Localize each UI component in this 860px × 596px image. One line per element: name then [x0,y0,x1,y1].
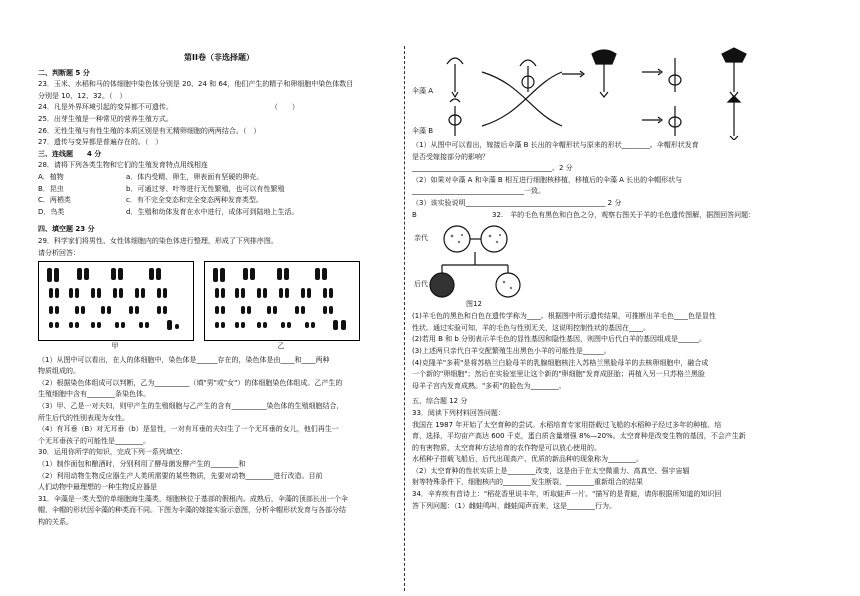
q33-2-line2: 射等特殊条件下，细胞核内的________发生断裂，________重新组合的结果 [412,478,643,487]
q32-4-line2: 一个新的"卵细胞"；然后在实验室里让这个新的"卵细胞"发育成胚胎；再植入另一只苏格兰黑脸 [412,370,705,379]
match-right-b: b．可通过芽、叶等进行无性繁殖，也可以有性繁殖 [126,184,285,193]
q29-3-line1: （3）甲、乙是一对夫妇，则甲产生的生殖细胞与乙产生的含有__________染色体的生殖细胞结合， [38,402,344,411]
q30-3: 人们动物中最理想的一种生物反应器是 [38,483,157,492]
q33: 33．阅读下列材料回答问题： [412,408,505,417]
q32-4-line3: 母羊子宫内发育成熟。"多莉"的脸色为________。 [412,381,566,390]
karyotype-label-jia: 甲 [111,342,119,351]
q30: 30．运用你所学的知识，完成下列一系列填空： [38,448,187,457]
offspring-generation-label: 后代 [414,280,428,289]
q32-3: (3)上述两只亲代白羊交配繁殖生出黑色小羊的可能性是______。 [412,346,611,355]
parent-generation-label: 亲代 [414,234,428,243]
q34-line1: 34．辛弃疾有首诗上："稻花香里说丰年，听取蛙声一片。"描写的是青蛙，请你根据所知道的知识回 [412,490,722,499]
q31-line2: 帽，伞帽的形状因伞藻的种类而不同。下图为伞藻的嫁接实验示意图，分析伞帽形状发育与各部分结 [38,506,346,515]
q29-4-line1: （4）有耳垂（B）对无耳垂（b）是显性，一对有耳垂的夫妇生了一个无耳垂的女儿，他们再生一 [38,425,339,434]
match-row [38,184,400,196]
match-row [38,195,400,207]
q32-4-line1: (4)克隆羊"多莉"是将苏格兰白脸母羊的乳腺细胞核注入苏格兰黑脸母羊的去核卵细胞中，融合成 [412,358,709,367]
q33-material-line1: 我国在 1987 年开始了太空育种的尝试。水稻培育专家用搭载过飞船的水稻种子经过多年的种植、培 [412,420,722,429]
q31-2-line1: （2）如果对伞藻 A 和伞藻 B 相互进行细胞核移植，移植后的伞藻 A 长出的伞帽形状与 [412,175,683,184]
match-right-c: c．有不完全变态和完全变态两种发育类型。 [126,196,263,205]
q31-2-line2: ________________________________一致。 [412,187,545,196]
q31-3: （3）该实验说明________________________________________ 2 分 [412,198,622,207]
q28: 28．请将下列各类生物和它们的生殖发育特点用线相连 [38,161,208,170]
q30-2: （2）利用动物生物反应器生产人类所需要的某些物质，先要对动物________进行改造。目前 [38,471,323,480]
q32-row [412,210,812,222]
q29-2-line1: （2）根据染色体组成可以判断，乙为__________（填"男"或"女"）的体细胞染色体组成。乙产生的 [38,378,343,387]
left-column [38,50,400,529]
q33-2-line1: （2）太空育种的性状实质上是________改变，这是由于在太空微重力、高真空、强宇宙辐 [412,466,690,475]
match-left-b: B．昆虫 [38,184,64,193]
q29-line1: 29．科学家们将男性、女性体细胞内的染色体进行整理，形成了下列排序图。 [38,236,278,245]
q34-line2: 答下列问题：（1）雌蛙鸣叫，雌蛙闻声而来，这是________行为。 [412,501,616,510]
section-5-heading: 五、综合题 12 分 [412,397,468,406]
section-2-heading: 二、判断题 5 分 [38,68,90,77]
q32-1-line2: 性状。通过实验可知，羊的毛色与性别无关，这说明控制性状的基因在____。 [412,323,650,332]
karyotype-box-jia [38,261,194,341]
right-column [412,44,812,512]
q32-b-label: B [412,210,417,219]
q29-1-line2: 物质组成的。 [38,367,80,376]
q29-3-line2: 所生后代的性别表现为女性。 [38,413,129,422]
page-title: 第II卷（非选择题） [184,53,254,62]
karyotype-jia [38,261,194,353]
q33-material-line3: 的有害物质，太空育种方法培育的农作物是可以放心使用的。 [412,443,601,452]
label-acetabularia-b: 伞藻 B [412,127,434,135]
q30-1: （1）制作面包和酿酒时，分别利用了酵母菌发酵产生的________和 [38,460,246,469]
match-right-d: d．生殖和幼体发育在水中进行，成体可到陆地上生活。 [126,207,299,216]
q29-2-line2: 生殖细胞中含有________条染色体。 [38,390,150,399]
grafting-diagram [412,44,812,140]
match-row [38,172,400,184]
q26: 26．无性生殖与有性生殖的本质区别是有无精卵细胞的两两结合。（ ） [38,126,261,135]
column-divider [404,46,405,591]
q31-line3: 构的关系。 [38,518,73,526]
q31-line1: 31．伞藻是一类大型的单细胞海生藻类，细胞核位于基部的假根内。成熟后，伞藻的顶部长出一个伞 [38,494,348,503]
chromosome-diagram-yi [205,262,359,340]
q23-line1: 23．玉米、水稻和马的体细胞中染色体分别是 20、24 和 64，他们产生的精子和卵细胞中染色体数目 [38,80,354,89]
label-acetabularia-a: 伞藻 A [412,87,434,95]
sheep-genetics-diagram [412,221,812,311]
q29-1-line1: （1）从图中可以看出，在人的体细胞中，染色体是______存在的，染色体是由____和____两种 [38,355,330,364]
q31-1-line2: 是否受嫁接部分的影响？ [412,152,489,161]
acetabularia-grafting-figure [412,44,812,140]
match-left-a: A．植物 [38,172,64,181]
match-left-d: D．鸟类 [38,207,65,216]
q32-stem: 32. 羊的毛色有黑色和白色之分，观察右图关于羊的毛色遗传图解，据图回答问题： [492,210,756,219]
karyotype-yi [204,261,360,353]
q33-material-line2: 育，选择，平均亩产高达 600 千克，蛋白质含量增强 8%—20%。太空育种是改变生物的基因，不会产生新 [412,432,746,441]
match-left-c: C．两栖类 [38,196,71,205]
section-4-heading: 四、填空题 23 分 [38,225,95,234]
match-right-a: a．体内受精、卵生，卵表面有坚硬的卵壳。 [126,172,264,181]
q23-line2: 分别是 10、12、32。（ ） [38,91,127,100]
chromosome-diagram-jia [39,262,193,340]
q32-2: (2)若用 B 和 b 分别表示羊毛色的显性基因和隐性基因，则图中后代白羊的基因组成是______。 [412,335,707,344]
q24: 24．凡是外界环境引起的变异都不可遗传。 （ ） [38,103,299,112]
karyotype-box-yi [204,261,360,341]
figure-12-caption: 图12 [466,300,482,309]
q29-line2: 请分析回答： [38,248,80,257]
q31-1-line3: ________________________________________。2 分 [412,164,573,173]
section-3-heading: 三、连线题 4 分 [38,149,102,158]
sheep-genetics-figure [412,221,812,311]
q25: 25．出芽生殖是一种常见的营养生殖方式。 [38,114,173,123]
q32-1-line1: (1)羊毛色的黑色和白色在遗传学称为____。根据图中所示遗传结果，可推断出羊毛色____色是显性 [412,312,716,321]
q27: 27．遗传与变异都是普遍存在的。（ ） [38,138,163,147]
q33-1: 水稻种子搭载飞船后，后代出现高产、优质的新品种的现象称为________。 [412,455,643,464]
karyotype-figures [38,261,400,353]
karyotype-label-yi: 乙 [277,342,285,351]
q31-1-line1: （1）从图中可以看出，嫁接后伞藻 B 长出的伞帽形状与原来的形状________。伞帽形状发育 [412,141,699,149]
match-row [38,207,400,219]
q29-4-line2: 个无耳垂孩子的可能性是________。 [38,436,150,445]
